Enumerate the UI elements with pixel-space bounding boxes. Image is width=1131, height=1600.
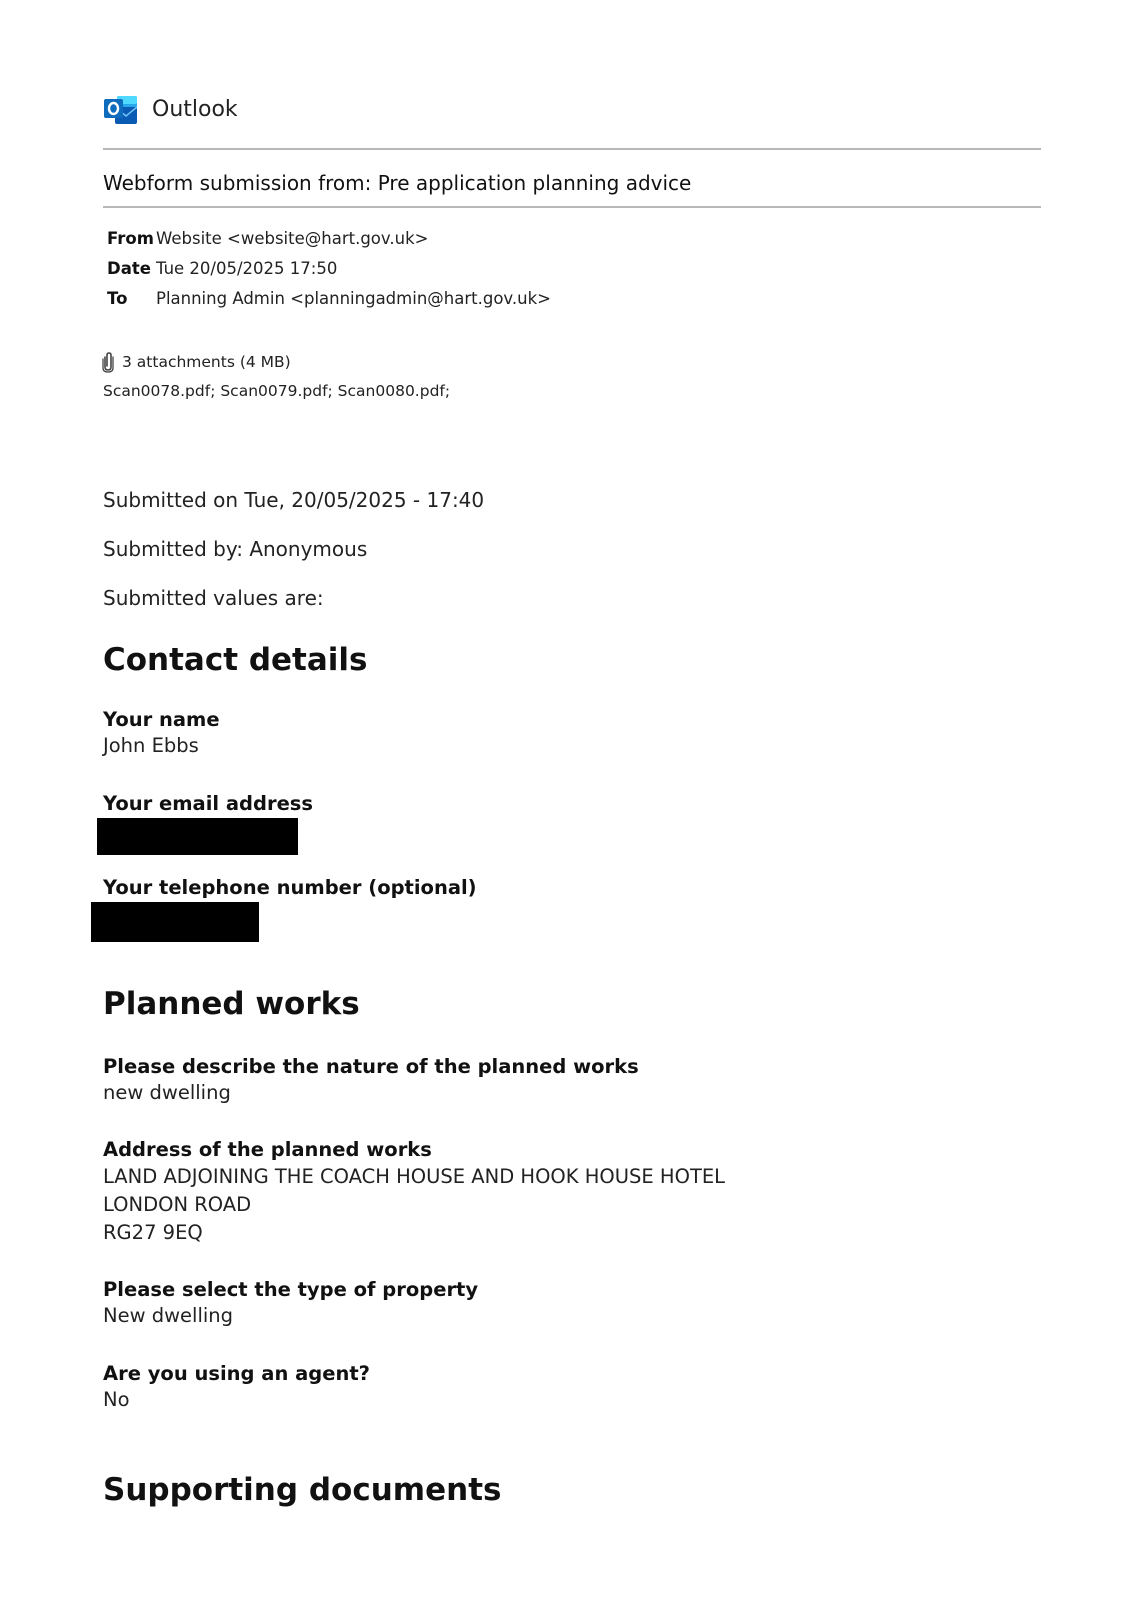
app-name: Outlook (152, 97, 238, 122)
from-value[interactable]: Website <website@hart.gov.uk> (156, 229, 429, 248)
submitted-by: Submitted by: Anonymous (103, 537, 368, 561)
redacted-telephone-block (91, 902, 259, 942)
header-divider (103, 148, 1041, 150)
works-address-line-1: LAND ADJOINING THE COACH HOUSE AND HOOK HOUSE HOTEL (103, 1165, 726, 1188)
works-address-line-3: RG27 9EQ (103, 1221, 203, 1244)
your-name-label: Your name (103, 708, 220, 731)
to-label: To (107, 289, 128, 308)
works-nature-label: Please describe the nature of the planned works (103, 1055, 639, 1078)
to-value[interactable]: Planning Admin <planningadmin@hart.gov.uk> (156, 289, 551, 308)
attachments-count[interactable]: 3 attachments (4 MB) (122, 353, 291, 371)
works-address-line-2: LONDON ROAD (103, 1193, 252, 1216)
outlook-logo-icon (103, 92, 139, 126)
agent-value: No (103, 1388, 130, 1411)
submitted-on: Submitted on Tue, 20/05/2025 - 17:40 (103, 488, 485, 512)
email-subject: Webform submission from: Pre application planning advice (103, 171, 692, 195)
attachments-file-list[interactable]: Scan0078.pdf; Scan0079.pdf; Scan0080.pdf; (103, 382, 451, 400)
works-nature-value: new dwelling (103, 1081, 231, 1104)
contact-details-heading: Contact details (103, 642, 368, 678)
submitted-values-intro: Submitted values are: (103, 586, 324, 610)
from-label: From (107, 229, 154, 248)
planned-works-heading: Planned works (103, 986, 360, 1022)
your-telephone-label: Your telephone number (optional) (103, 876, 477, 899)
works-address-label: Address of the planned works (103, 1138, 432, 1161)
your-email-label: Your email address (103, 792, 314, 815)
subject-divider (103, 206, 1041, 208)
supporting-documents-heading: Supporting documents (103, 1472, 502, 1508)
date-label: Date (107, 259, 151, 278)
paperclip-icon (101, 351, 115, 373)
property-type-label: Please select the type of property (103, 1278, 479, 1301)
agent-label: Are you using an agent? (103, 1362, 370, 1385)
date-value: Tue 20/05/2025 17:50 (156, 259, 338, 278)
property-type-value: New dwelling (103, 1304, 234, 1327)
redacted-email-block (97, 818, 298, 855)
your-name-value: John Ebbs (103, 734, 199, 757)
